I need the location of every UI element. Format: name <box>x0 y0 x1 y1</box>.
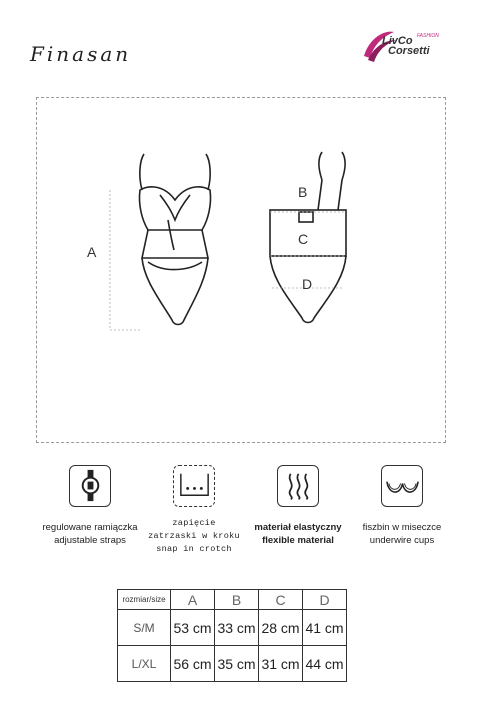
feature-pl-label: zapięcie <box>172 518 216 528</box>
brand-line1: LivCo <box>382 35 413 47</box>
feature-en-label: underwire cups <box>369 535 435 546</box>
feature-pl-label-2: zatrzaski w kroku <box>148 531 240 541</box>
size-label: L/XL <box>118 646 171 682</box>
size-cell: 56 cm <box>171 646 215 682</box>
size-cell: 33 cm <box>215 610 259 646</box>
table-row <box>118 610 347 646</box>
crotch-snap-icon <box>173 465 215 507</box>
feature-pl-label: regulowane ramiączka <box>42 522 138 533</box>
dim-label-b: B <box>298 184 308 200</box>
brand-tag: FASHION <box>417 33 439 39</box>
bodysuit-drawing <box>90 150 370 340</box>
feature-pl-label: fiszbin w miseczce <box>362 522 442 533</box>
feature-underwire-cups <box>342 465 462 547</box>
underwire-cup-icon <box>381 465 423 507</box>
elastic-material-icon <box>277 465 319 507</box>
size-table-header <box>118 590 347 610</box>
feature-en-label: snap in crotch <box>156 544 232 554</box>
size-cell: 35 cm <box>215 646 259 682</box>
brand-logo <box>360 26 460 66</box>
size-col-b: B <box>215 590 259 610</box>
dim-label-d: D <box>302 276 313 292</box>
size-label: S/M <box>118 610 171 646</box>
size-cell: 53 cm <box>171 610 215 646</box>
dim-label-c: C <box>298 231 309 247</box>
table-row <box>118 646 347 682</box>
feature-adjustable-straps <box>30 465 150 547</box>
size-col-d: D <box>303 590 347 610</box>
adjustable-strap-icon <box>69 465 111 507</box>
size-table-corner: rozmiar/size <box>118 590 171 610</box>
front-left-strap <box>140 154 144 190</box>
back-left-strap <box>319 152 322 180</box>
size-col-a: A <box>171 590 215 610</box>
dim-label-a: A <box>87 244 97 260</box>
size-table <box>117 589 347 682</box>
size-col-c: C <box>259 590 303 610</box>
feature-snap-crotch <box>134 465 254 556</box>
size-cell: 31 cm <box>259 646 303 682</box>
brand-line2: Corsetti <box>388 45 430 57</box>
feature-en-label: flexible material <box>262 535 334 546</box>
size-cell: 28 cm <box>259 610 303 646</box>
size-cell: 41 cm <box>303 610 347 646</box>
feature-en-label: adjustable straps <box>54 535 126 546</box>
product-title: Finasan <box>30 42 132 66</box>
size-cell: 44 cm <box>303 646 347 682</box>
feature-pl-label: materiał elastyczny <box>254 522 342 533</box>
front-right-strap <box>206 154 210 190</box>
feature-flexible-material <box>238 465 358 547</box>
